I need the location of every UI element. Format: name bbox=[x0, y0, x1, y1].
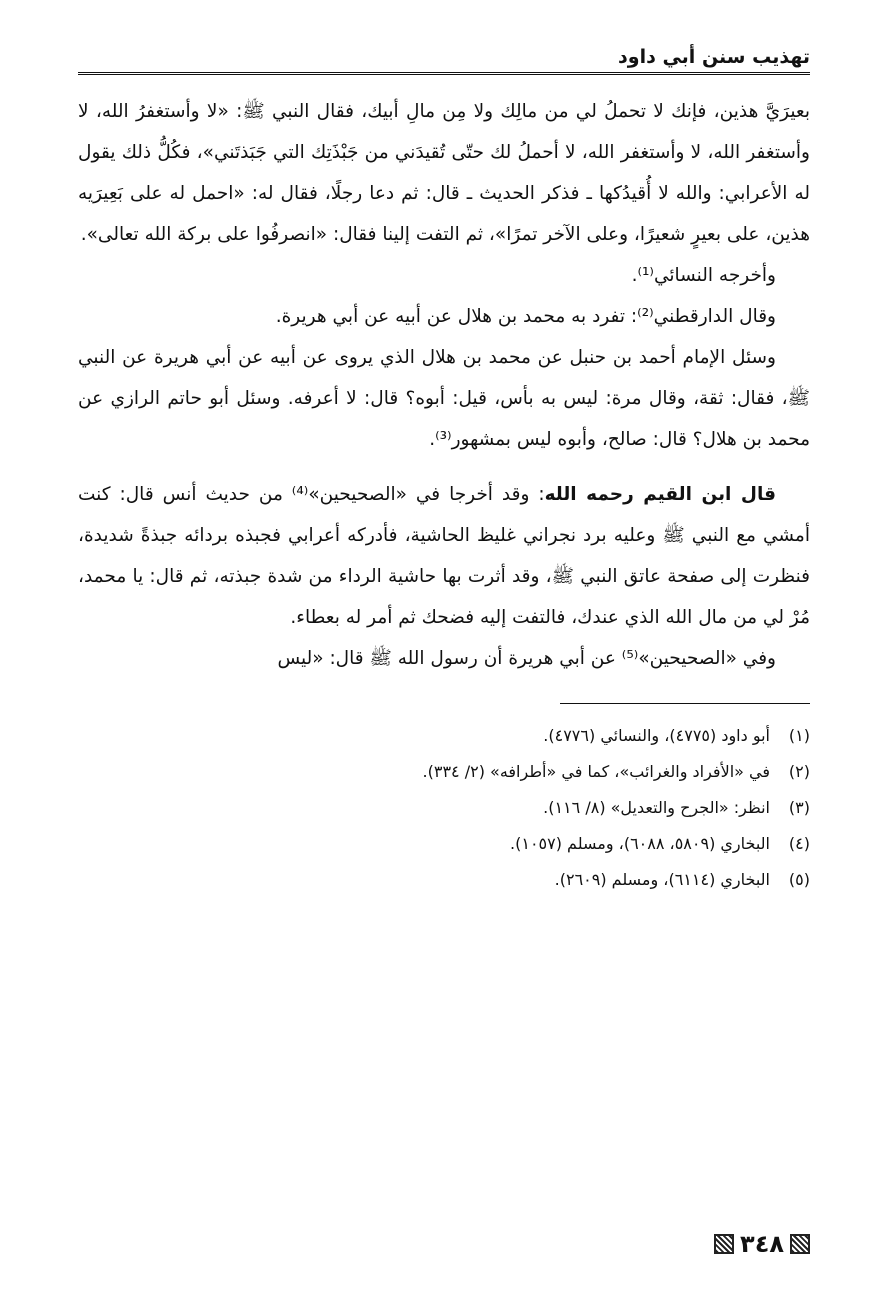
footnote-2 bbox=[78, 754, 810, 790]
ornament-icon bbox=[714, 1234, 734, 1254]
paragraph-5-lead: قال ابن القيم رحمه الله bbox=[544, 484, 777, 505]
paragraph-3: وقال الدارقطني⁽²⁾: تفرد به محمد بن هلال عن أبيه عن أبي هريرة. bbox=[275, 306, 776, 327]
page-number-box bbox=[714, 1230, 810, 1258]
ornament-icon bbox=[790, 1234, 810, 1254]
footnote-3 bbox=[78, 790, 810, 826]
paragraph-5 bbox=[78, 474, 810, 638]
footnote-number: (٤) bbox=[788, 834, 810, 853]
footnotes bbox=[78, 718, 810, 898]
paragraph-6: وفي «الصحيحين»⁽⁵⁾ عن أبي هريرة أن رسول الله ﷺ قال: «ليس bbox=[277, 648, 776, 669]
footnote-5 bbox=[78, 862, 810, 898]
footnote-text: أبو داود (٤٧٧٥)، والنسائي (٤٧٧٦). bbox=[543, 726, 770, 745]
running-title: تهذيب سنن أبي داود bbox=[618, 46, 810, 68]
footnote-text: انظر: «الجرح والتعديل» (٨/ ١١٦). bbox=[543, 798, 770, 817]
footnote-text: البخاري (٥٨٠٩، ٦٠٨٨)، ومسلم (١٠٥٧). bbox=[510, 834, 770, 853]
footnote-4 bbox=[78, 826, 810, 862]
page-number: ٣٤٨ bbox=[740, 1230, 784, 1258]
page-header bbox=[78, 38, 810, 75]
book-page bbox=[78, 38, 810, 1258]
paragraph-1: بعيرَيَّ هذين، فإنك لا تحملُ لي من مالِك ولا مِن مالِ أبيك، فقال النبي ﷺ: «لا وأستغفرُ الله، لا وأستغفر الله، لا وأستغفر الله، لا أحملُ لك حتّى تُقيدَني من جَبْذَتِك التي جَبَذتَني»، فكُلُّ ذلك يقول له الأعرابي: والله لا أُقيدُكها ـ فذكر الحديث ـ قال: ثم دعا رجلًا، فقال له: «احمل له على بَعِيرَيه هذين، على بعيرٍ شعيرًا، وعلى الآخر تمرًا»، ثم التفت إلينا فقال: «انصرفُوا على بركة الله تعالى». bbox=[78, 101, 810, 245]
footnote-number: (٣) bbox=[788, 798, 810, 817]
footnote-number: (١) bbox=[788, 726, 810, 745]
footnote-text: في «الأفراد والغرائب»، كما في «أطرافه» (٢/ ٣٣٤). bbox=[422, 762, 770, 781]
paragraph-2: وأخرجه النسائي⁽¹⁾. bbox=[631, 265, 776, 286]
paragraph-4: وسئل الإمام أحمد بن حنبل عن محمد بن هلال الذي يروى عن أبيه عن أبي هريرة عن النبي ﷺ، فقال: ثقة، وقال مرة: ليس به بأس، قيل: أبوه؟ قال: لا أعرفه. وسئل أبو حاتم الرازي عن محمد بن هلال؟ قال: صالح، وأبوه ليس بمشهور⁽³⁾. bbox=[78, 347, 810, 450]
footnote-separator bbox=[560, 703, 810, 704]
footnote-text: البخاري (٦١١٤)، ومسلم (٢٦٠٩). bbox=[554, 870, 770, 889]
paragraph-5-text: : وقد أخرجا في «الصحيحين»⁽⁴⁾ من حديث أنس قال: كنت أمشي مع النبي ﷺ وعليه برد نجراني غليظ الحاشية، فأدركه أعرابي فجبذه بردائه جبذةً شديدة، فنظرت إلى صفحة عاتق النبي ﷺ، وقد أثرت بها حاشية الرداء من شدة جبذته، ثم قال: يا محمد، مُرْ لي من مال الله الذي عندك، فالتفت إليه فضحك ثم أمر له بعطاء. bbox=[78, 484, 810, 628]
footnote-number: (٥) bbox=[788, 870, 810, 889]
footnote-number: (٢) bbox=[788, 762, 810, 781]
footnote-1 bbox=[78, 718, 810, 754]
main-text bbox=[78, 91, 810, 679]
